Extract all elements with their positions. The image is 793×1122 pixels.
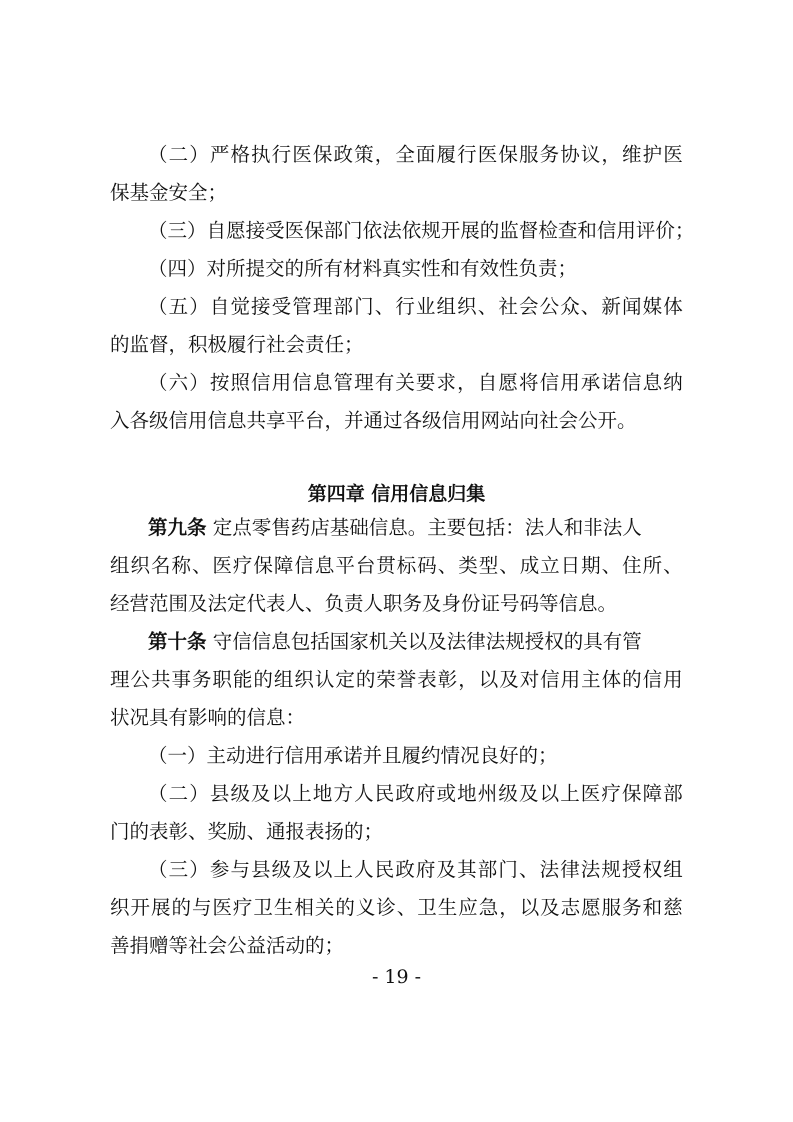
text-line: 织 开 展 的 与 医 疗 卫 生 相 关 的 义 诊 、 卫 生 应 急 ， 以 及 志 愿 服 务 和 慈	[110, 896, 683, 919]
article-9-label: 第九条	[148, 516, 207, 539]
text-line: 经营范围及法定代表人、负责人职务及身份证号码等信息。	[110, 592, 618, 615]
list-item: （ 三 ） 参 与 县 级 及 以 上 人 民 政 府 及 其 部 门 、 法 律 法 规 授 权 组	[148, 858, 683, 881]
article-10-first-line: 第十条 守信信息包括国家机关以及法律法规授权的具有管	[148, 630, 642, 653]
text-line: 善捐赠等社会公益活动的；	[110, 934, 345, 957]
text-line: 理 公 共 事 务 职 能 的 组 织 认 定 的 荣 誉 表 彰 ， 以 及 对 信 用 主 体 的 信 用	[110, 668, 683, 691]
text-line: （四）对所提交的所有材料真实性和有效性负责；	[148, 257, 578, 280]
text-line: 门的表彰、奖励、通报表扬的；	[110, 820, 384, 843]
chapter-title: 第四章 信用信息归集	[307, 483, 486, 505]
text-line: 保基金安全；	[110, 181, 228, 204]
text-line: 状况具有影响的信息：	[110, 706, 306, 729]
text-line: （ 五 ） 自 觉 接 受 管 理 部 门 、 行 业 组 织 、 社 会 公 众 、 新 闻 媒 体	[148, 295, 683, 318]
text-line: （ 三 ） 自 愿 接 受 医 保 部 门 依 法 依 规 开 展 的 监 督 检 查 和 信 用 评 价 ；	[148, 219, 695, 242]
page-number: - 19 -	[371, 966, 422, 988]
text-line: （ 六 ） 按 照 信 用 信 息 管 理 有 关 要 求 ， 自 愿 将 信 用 承 诺 信 息 纳	[148, 371, 683, 394]
article-9-first-line: 第九条 定点零售药店基础信息。主要包括：法人和非法人	[148, 516, 642, 539]
list-item: （一）主动进行信用承诺并且履约情况良好的；	[148, 744, 558, 767]
text-line: （ 二 ） 严 格 执 行 医 保 政 策 ， 全 面 履 行 医 保 服 务 协 议 ， 维 护 医	[148, 143, 683, 166]
list-item: （ 二 ） 县 级 及 以 上 地 方 人 民 政 府 或 地 州 级 及 以 上 医 疗 保 障 部	[148, 782, 683, 805]
text-line: 组 织 名 称 、 医 疗 保 障 信 息 平 台 贯 标 码 、 类 型 、 成 立 日 期 、 住 所 、	[110, 554, 683, 577]
article-10-label: 第十条	[148, 630, 207, 653]
text-line: 入各级信用信息共享平台，并通过各级信用网站向社会公开。	[110, 409, 637, 432]
text-line: 的监督，积极履行社会责任；	[110, 333, 364, 356]
